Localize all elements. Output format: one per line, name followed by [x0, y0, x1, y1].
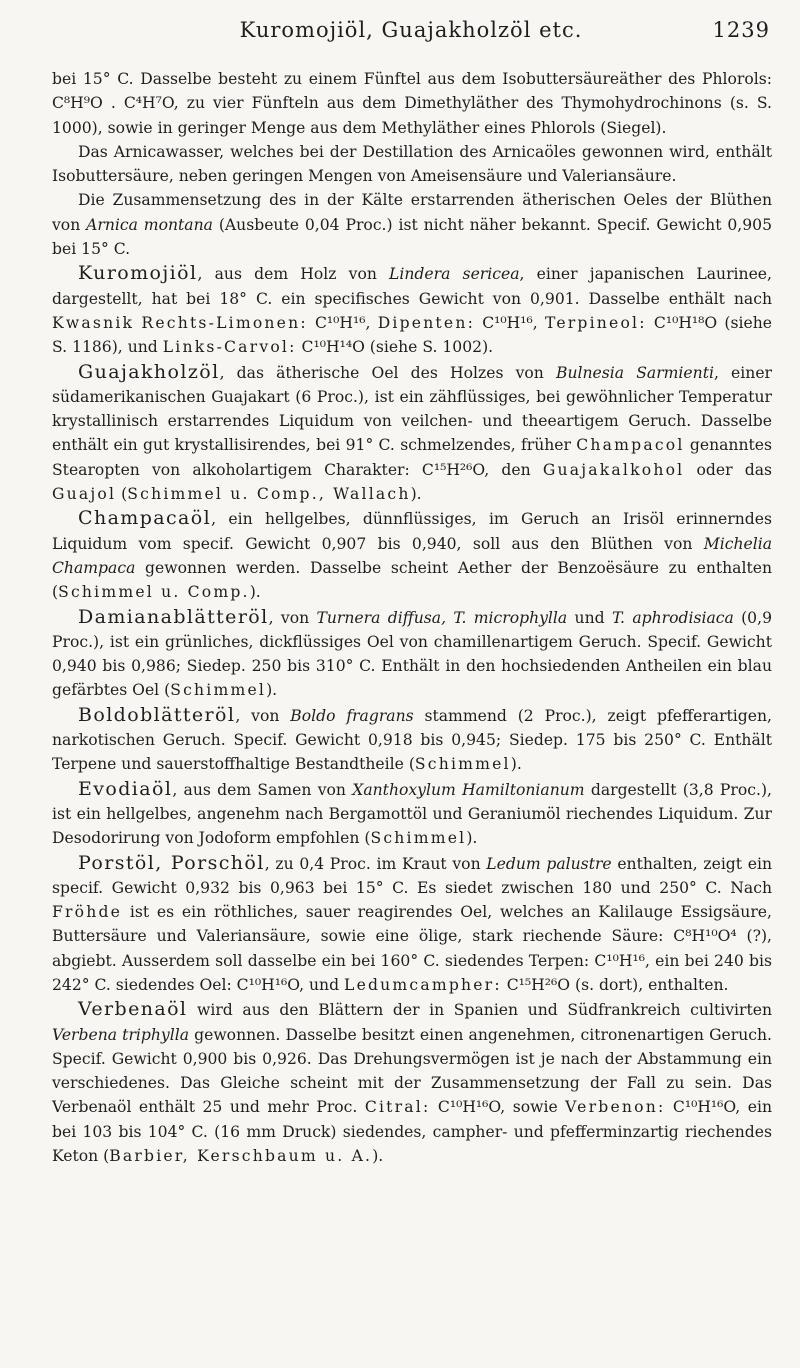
entry-champacaoel: Champacaöl, ein hellgelbes, dünnflüssiges, im Geruch an Irisöl erinnerndes Liquidum vom specif. Gewicht 0,907 bis 0,940, soll aus den Blüthen von Michelia Champaca gewonnen werden. Dasselbe scheint Aether der Benzoësäure zu enthalten (Schimmel u. Comp.). — [52, 507, 772, 602]
author-name: Schimmel u. Comp. — [58, 583, 250, 602]
paragraph-arnicawasser — [52, 140, 772, 189]
compound-name: Champacol — [576, 436, 685, 455]
compound-name: Terpineol: — [544, 313, 647, 332]
latin-name: Verbena triphylla — [52, 1025, 189, 1044]
author-name: Kwasnik — [52, 313, 135, 332]
entry-heading: Porstöl, Porschöl — [78, 851, 265, 874]
latin-name: Arnica montana — [86, 215, 213, 234]
latin-name: Bulnesia Sarmienti — [556, 363, 714, 382]
latin-name: Ledum palustre — [486, 854, 612, 873]
author-name: Schimmel — [370, 829, 467, 848]
entry-evodiaoel: Evodiaöl, aus dem Samen von Xanthoxylum Hamiltonianum dargestellt (3,8 Proc.), ist ein hellgelbes, angenehm nach Bergamottöl und Geraniumöl riechendes Liquidum. Zur Desodorirung von Jodoform empfohlen (Schimmel). — [52, 777, 773, 848]
entry-kuromojioel: Kuromojiöl, aus dem Holz von Lindera sericea, einer japanischen Laurinee, dargestellt, hat bei 18° C. ein specifisches Gewicht von 0,901. Dasselbe enthält nach Kwasnik Rechts-Limonen: C¹⁰H¹⁶, Dipenten: C¹⁰H¹⁶, Terpineol: C¹⁰H¹⁸O (siehe S. 1186), und Links-Carvol: C¹⁰H¹⁴O (siehe S. 1002). — [52, 262, 772, 357]
entry-boldoblaetteroel: Boldoblätteröl, von Boldo fragrans stammend (2 Proc.), zeigt pfefferartigen, narkotischen Geruch. Specif. Gewicht 0,918 bis 0,945; Siedep. 175 bis 250° C. Enthält Terpene und sauerstoffhaltige Bestandtheile (Schimmel). — [52, 703, 772, 774]
page-body — [52, 67, 772, 1168]
paragraph-text: Das Arnicawasser, welches bei der Destillation des Arnicaöles gewonnen wird, enthält Isobuttersäure, neben geringen Mengen von Ameisensäure und Valeriansäure. — [52, 142, 772, 186]
author-name: Fröhde — [52, 903, 123, 922]
author-name: Barbier, Kerschbaum u. A. — [109, 1147, 373, 1166]
compound-name: Verbenon: — [565, 1098, 666, 1117]
paragraph-phlorol — [52, 67, 772, 140]
entry-guajakholzoel: Guajakholzöl, das ätherische Oel des Holzes von Bulnesia Sarmienti, einer südamerikanischen Guajakart (6 Proc.), ist ein zähflüssiges, bei gewöhnlicher Temperatur krystallinisch erstarrendes Liquidum von veilchen- und theeartigem Geruch. Dasselbe enthält ein gut krystallisirendes, bei 91° C. schmelzendes, früher Champacol genanntes Stearopten von alkoholartigem Charakter: C¹⁵H²⁶O, den Guajakalkohol oder das Guajol (Schimmel u. Comp., Wallach). — [52, 360, 773, 504]
compound-name: Links-Carvol: — [162, 338, 297, 357]
entry-heading: Champacaöl — [78, 507, 212, 530]
running-title: Kuromojiöl, Guajakholzöl etc. — [239, 18, 583, 42]
entry-heading: Verbenaöl — [78, 998, 188, 1021]
compound-name: Ledumcampher: — [344, 975, 502, 994]
compound-name: Citral: — [364, 1098, 431, 1117]
page-number: 1239 — [712, 18, 770, 42]
author-name: Schimmel u. Comp., Wallach — [127, 485, 411, 504]
latin-name: Boldo fragrans — [290, 706, 414, 725]
latin-name: Lindera sericea — [389, 265, 520, 284]
page-header — [52, 18, 770, 58]
entry-heading: Damianablätteröl — [78, 605, 269, 628]
latin-name: Turnera diffusa, T. microphylla — [316, 608, 568, 627]
compound-name: Guajol — [52, 485, 117, 504]
compound-name: Guajakalkohol — [542, 460, 685, 479]
latin-name: Xanthoxylum Hamiltonianum — [352, 780, 585, 799]
compound-name: Dipenten: — [377, 313, 476, 332]
latin-name: Michelia Champaca — [52, 534, 772, 577]
latin-name: T. aphrodisiaca — [611, 608, 734, 627]
entry-heading: Kuromojiöl — [78, 262, 198, 285]
entry-porstoel: Porstöl, Porschöl, zu 0,4 Proc. im Kraut von Ledum palustre enthalten, zeigt ein specif. Gewicht 0,932 bis 0,963 bei 15° C. Es siedet zwischen 180 und 250° C. Nach Fröhde ist es ein röthliches, sauer reagirendes Oel, welches an Kalilauge Essigsäure, Buttersäure und Valeriansäure, sowie eine ölige, stark riechende Säure: C⁸H¹⁰O⁴ (?), abgiebt. Ausserdem soll dasselbe ein bei 160° C. siedendes Terpen: C¹⁰H¹⁶, ein bei 240 bis 242° C. siedendes Oel: C¹⁰H¹⁶O, und Ledumcampher: C¹⁵H²⁶O (s. dort), enthalten. — [52, 851, 772, 994]
entry-heading: Guajakholzöl — [78, 360, 220, 383]
entry-heading: Boldoblätteröl — [78, 703, 236, 726]
paragraph-arnica-oel: Die Zusammensetzung des in der Kälte erstarrenden ätherischen Oeles der Blüthen von Arnica montana (Ausbeute 0,04 Proc.) ist nicht näher bekannt. Specif. Gewicht 0,905 bei 15° C. — [52, 191, 772, 259]
compound-name: Rechts-Limonen: — [141, 313, 308, 332]
entry-damianablaetteroel: Damianablätteröl, von Turnera diffusa, T. microphylla und T. aphrodisiaca (0,9 Proc.), ist ein grünliches, dickflüssiges Oel von chamillenartigem Geruch. Specif. Gewicht 0,940 bis 0,986; Siedep. 250 bis 310° C. Enthält in den hochsiedenden Antheilen ein blau gefärbtes Oel (Schimmel). — [52, 605, 772, 700]
entry-heading: Evodiaöl — [78, 777, 173, 800]
author-name: Schimmel — [170, 681, 267, 700]
paragraph-text: bei 15° C. Dasselbe besteht zu einem Fünftel aus dem Isobuttersäureäther des Phlorols: C⁸H⁹O . C⁴H⁷O, zu vier Fünfteln aus dem Dimethyläther des Thymohydrochinons (s. S. 1000), sowie in geringer Menge aus dem Methyläther eines Phlorols (Siegel). — [52, 70, 772, 137]
entry-verbenaoel: Verbenaöl wird aus den Blättern der in Spanien und Südfrankreich cultivirten Verbena triphylla gewonnen. Dasselbe besitzt einen angenehmen, citronenartigen Geruch. Specif. Gewicht 0,900 bis 0,926. Das Drehungsvermögen ist je nach der Abstammung ein verschiedenes. Das Gleiche scheint mit der Zusammensetzung der Fall zu sein. Das Verbenaöl enthält 25 und mehr Proc. Citral: C¹⁰H¹⁶O, sowie Verbenon: C¹⁰H¹⁶O, ein bei 103 bis 104° C. (16 mm Druck) siedendes, campher- und pfefferminzartig riechendes Keton (Barbier, Kerschbaum u. A.). — [52, 998, 772, 1166]
author-name: Schimmel — [414, 755, 511, 774]
